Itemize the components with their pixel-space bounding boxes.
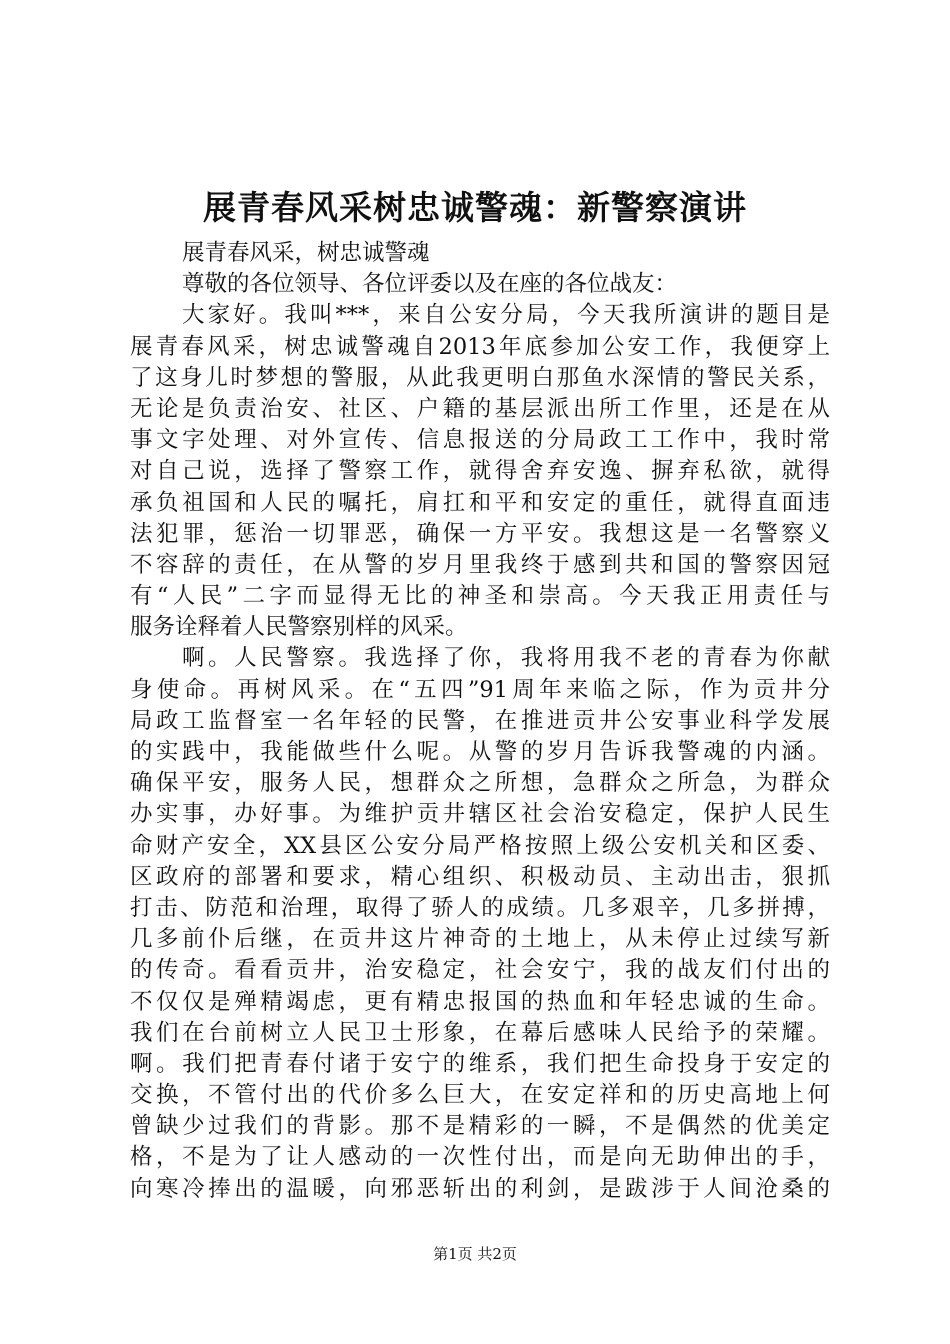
text-line: 命财产安全，XX县区公安分局严格按照上级公安机关和区委、 — [130, 832, 830, 859]
text-line: 区政府的部署和要求，精心组织、积极动员、主动出击，狠抓 — [130, 863, 830, 890]
text-line: 身使命。再树风采。在“五四”91周年来临之际，作为贡井分 — [130, 676, 830, 703]
text-line: 向寒冷捧出的温暖，向邪恶斩出的利剑，是跋涉于人间沧桑的 — [130, 1175, 830, 1202]
page-number-footer: 第1页 共2页 — [433, 1245, 517, 1263]
text-line: 对自己说，选择了警察工作，就得舍弃安逸、摒弃私欲，就得 — [130, 458, 830, 485]
text-line: 局政工监督室一名年轻的民警，在推进贡井公安事业科学发展 — [130, 707, 830, 734]
text-line: 法犯罪，惩治一切罪恶，确保一方平安。我想这是一名警察义 — [130, 520, 830, 547]
text-line: 尊敬的各位领导、各位评委以及在座的各位战友： — [182, 271, 678, 298]
text-line: 展青春风采，树忠诚警魂自2013年底参加公安工作，我便穿上 — [130, 333, 830, 360]
text-line: 服务诠释着人民警察别样的风采。 — [130, 614, 468, 641]
text-line: 无论是负责治安、社区、户籍的基层派出所工作里，还是在从 — [130, 395, 830, 422]
text-line: 事文字处理、对外宣传、信息报送的分局政工工作中，我时常 — [130, 427, 830, 454]
text-line: 几多前仆后继，在贡井这片神奇的土地上，从未停止过续写新 — [130, 926, 830, 953]
text-line: 的传奇。看看贡井，治安稳定，社会安宁，我的战友们付出的 — [130, 957, 830, 984]
text-line: 有“人民”二字而显得无比的神圣和崇高。今天我正用责任与 — [130, 583, 830, 610]
text-line: 打击、防范和治理，取得了骄人的成绩。几多艰辛，几多拼搏， — [130, 894, 830, 921]
document-title: 展青春风采树忠诚警魂：新警察演讲 — [203, 188, 747, 227]
text-line: 展青春风采，树忠诚警魂 — [182, 240, 430, 266]
text-line: 大家好。我叫***，来自公安分局，今天我所演讲的题目是 — [182, 302, 830, 329]
document-body — [130, 238, 830, 1205]
text-line: 啊。我们把青春付诸于安宁的维系，我们把生命投身于安定的 — [130, 1050, 830, 1077]
text-line: 不仅仅是殚精竭虑，更有精忠报国的热血和年轻忠诚的生命。 — [130, 988, 830, 1015]
text-line: 承负祖国和人民的嘱托，肩扛和平和安定的重任，就得直面违 — [130, 489, 830, 516]
text-line: 我们在台前树立人民卫士形象，在幕后感味人民给予的荣耀。 — [130, 1019, 830, 1046]
text-line: 确保平安，服务人民，想群众之所想，急群众之所急，为群众 — [130, 770, 830, 797]
text-line: 办实事，办好事。为维护贡井辖区社会治安稳定，保护人民生 — [130, 801, 830, 828]
text-line: 曾缺少过我们的背影。那不是精彩的一瞬，不是偶然的优美定 — [130, 1113, 830, 1140]
text-line: 了这身儿时梦想的警服，从此我更明白那鱼水深情的警民关系， — [130, 364, 830, 391]
text-line: 啊。人民警察。我选择了你，我将用我不老的青春为你献 — [182, 645, 830, 672]
text-line: 的实践中，我能做些什么呢。从警的岁月告诉我警魂的内涵。 — [130, 739, 830, 765]
text-line: 交换，不管付出的代价多么巨大，在安定祥和的历史高地上何 — [130, 1082, 830, 1109]
text-line: 格，不是为了让人感动的一次性付出，而是向无助伸出的手， — [130, 1144, 830, 1171]
text-line: 不容辞的责任，在从警的岁月里我终于感到共和国的警察因冠 — [130, 551, 830, 578]
